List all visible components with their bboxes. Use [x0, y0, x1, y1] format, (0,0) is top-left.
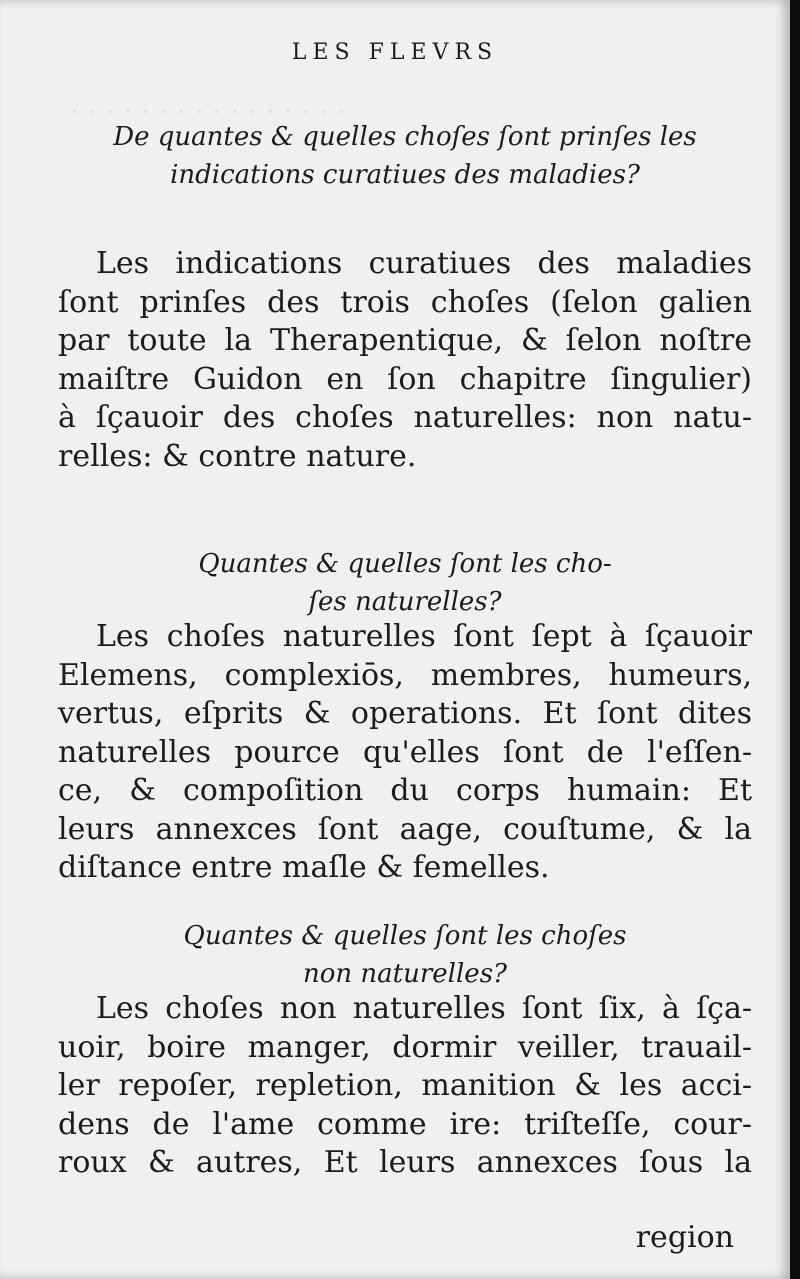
answer-line: uoir, boire manger, dormir veiller, trauail- [58, 1029, 752, 1065]
answer-line: relles: & contre nature. [58, 438, 417, 474]
question-line: ſes naturelles? [308, 587, 502, 617]
answer-line: Les indications curatiues des maladies [96, 246, 752, 281]
answer-1 [58, 245, 752, 476]
answer-line: ſont prinſes des trois choſes (ſelon galien [58, 284, 752, 320]
answer-line: ce, & compoſition du corps humain: Et [58, 773, 752, 808]
answer-line: Les choſes naturelles ſont ſept à ſçauoir [96, 619, 752, 654]
question-1 [60, 118, 750, 194]
question-line: indications curatiues des maladies? [170, 160, 640, 190]
book-spine-edge [790, 0, 800, 1279]
question-3 [60, 917, 750, 993]
answer-2 [58, 618, 752, 888]
answer-line: ler repoſer, repletion, manition & les acci- [58, 1068, 752, 1103]
question-line: Quantes & quelles ſont les choſes [183, 921, 627, 951]
running-title: LES FLEVRS [291, 40, 499, 65]
question-line: Quantes & quelles ſont les cho- [198, 549, 612, 579]
answer-line: roux & autres, Et leurs annexces ſous la [58, 1145, 752, 1180]
catchword: region [635, 1220, 734, 1255]
answer-line: vertus, eſprits & operations. Et ſont dites [58, 696, 752, 731]
answer-line: par toute la Therapentique, & ſelon noſtre [58, 323, 752, 358]
question-line: De quantes & quelles choſes ſont prinſes les [113, 122, 697, 152]
answer-line: à ſçauoir des choſes naturelles: non natu- [58, 400, 752, 435]
question-2 [60, 545, 750, 621]
answer-line: leurs annexces ſont aage, couſtume, & la [58, 811, 752, 847]
answer-line: Les choſes non naturelles ſont ſix, à ſça- [96, 991, 752, 1026]
answer-line: diſtance entre maſle & femelles. [58, 850, 550, 885]
answer-line: dens de l'ame comme ire: triſteſſe, cour- [58, 1106, 752, 1142]
answer-line: maiſtre Guidon en ſon chapitre ſingulier) [58, 361, 752, 397]
answer-3 [58, 990, 752, 1183]
answer-line: naturelles pource qu'elles ſont de l'eſſen- [58, 734, 752, 770]
show-through: · · · · · · · · · · · · · · · · [70, 95, 346, 128]
answer-line: Elemens, complexiōs, membres, humeurs, [58, 657, 752, 693]
question-line: non naturelles? [303, 959, 507, 989]
